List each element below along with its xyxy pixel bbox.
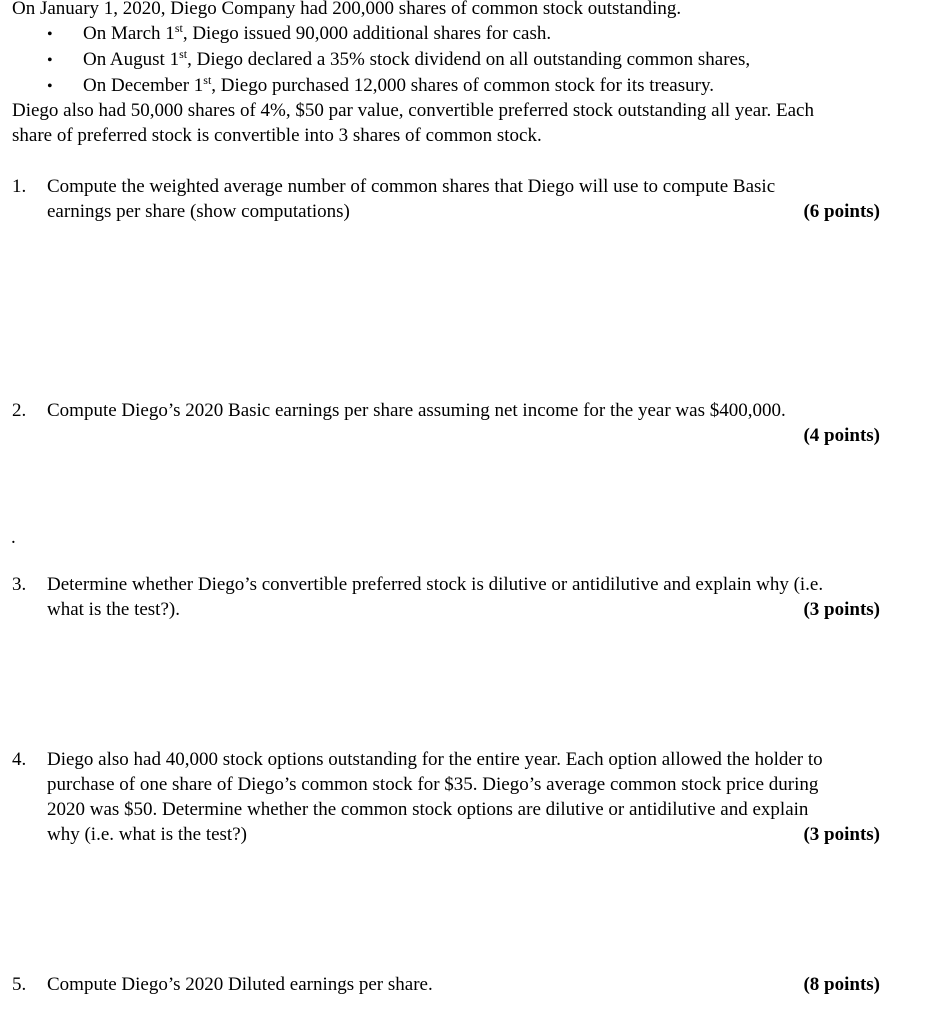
bullet-marker: • xyxy=(47,52,53,69)
question-text: Determine whether Diego’s convertible preferred stock is dilutive or antidilutive and explain why (i.e. xyxy=(47,574,824,595)
points-label: (6 points) xyxy=(803,201,880,222)
intro-text: On January 1, 2020, Diego Company had 200,000 shares of common stock outstanding. xyxy=(12,0,682,19)
question-number: 4. xyxy=(12,749,27,770)
points-label: (4 points) xyxy=(803,425,880,446)
event-august: On August 1st, Diego declared a 35% stock dividend on all outstanding common shares, xyxy=(83,47,751,70)
question-text: 2020 was $50. Determine whether the common stock options are dilutive or antidilutive and explain xyxy=(47,799,809,820)
points-label: (3 points) xyxy=(803,824,880,845)
question-text: Compute Diego’s 2020 Basic earnings per share assuming net income for the year was $400,000. xyxy=(47,400,786,421)
bullet-marker: • xyxy=(47,78,53,95)
question-text: Compute the weighted average number of common shares that Diego will use to compute Basic xyxy=(47,176,776,197)
preferred-stock-line-1: Diego also had 50,000 shares of 4%, $50 par value, convertible preferred stock outstanding all year. Each xyxy=(12,100,814,121)
stray-period: . xyxy=(11,527,16,548)
question-text: earnings per share (show computations) xyxy=(47,201,350,222)
question-number: 3. xyxy=(12,574,27,595)
points-label: (3 points) xyxy=(803,599,880,620)
question-text: Compute Diego’s 2020 Diluted earnings per share. xyxy=(47,974,433,995)
bullet-marker: • xyxy=(47,26,53,43)
question-text: why (i.e. what is the test?) xyxy=(47,824,247,845)
event-december: On December 1st, Diego purchased 12,000 shares of common stock for its treasury. xyxy=(83,73,714,96)
question-text: purchase of one share of Diego’s common stock for $35. Diego’s average common stock price during xyxy=(47,774,819,795)
points-label: (8 points) xyxy=(803,974,880,995)
question-number: 1. xyxy=(12,176,27,197)
event-march: On March 1st, Diego issued 90,000 additional shares for cash. xyxy=(83,21,552,44)
question-number: 5. xyxy=(12,974,27,995)
question-text: what is the test?). xyxy=(47,599,180,620)
question-text: Diego also had 40,000 stock options outstanding for the entire year. Each option allowed the holder to xyxy=(47,749,823,770)
question-number: 2. xyxy=(12,400,27,421)
preferred-stock-line-2: share of preferred stock is convertible into 3 shares of common stock. xyxy=(12,125,542,146)
